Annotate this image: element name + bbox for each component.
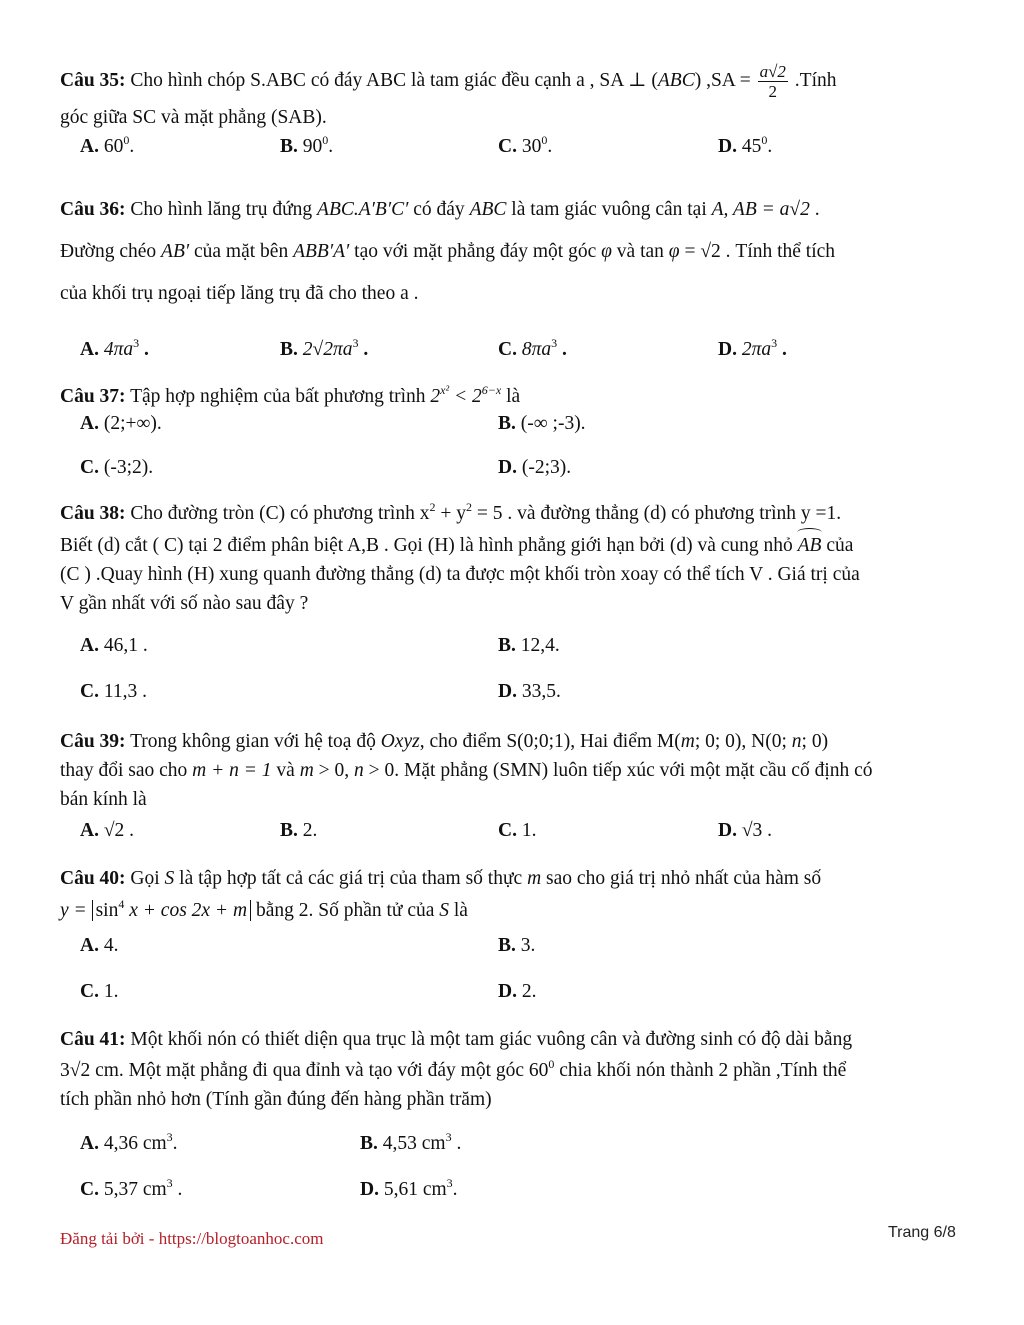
option-letter: A. (80, 339, 99, 360)
q38-sup: 2 (429, 500, 436, 514)
option-letter: B. (360, 1133, 378, 1154)
q41-option-b[interactable] (360, 1129, 461, 1158)
q37-exp: 6−x (481, 383, 502, 397)
option-end: . (129, 136, 135, 157)
q40-label: Câu 40: (60, 868, 126, 889)
q36-math: ABC (469, 199, 507, 220)
option-text: 2πa (736, 339, 772, 360)
option-letter: B. (280, 136, 298, 157)
option-letter: C. (498, 136, 517, 157)
option-text: 1. (516, 820, 537, 841)
q41-options-row-1 (60, 1129, 965, 1159)
q38-option-a[interactable] (80, 631, 148, 660)
q40-line-2 (60, 896, 965, 925)
q38-arc: AB (798, 531, 822, 560)
q40-text: bằng 2. Số phần tử của (251, 900, 440, 921)
q36-line-2 (60, 231, 965, 273)
option-text: 2. (297, 820, 318, 841)
q41-option-d[interactable] (360, 1175, 458, 1204)
q40-math: S (439, 900, 450, 921)
q41-option-c[interactable] (80, 1175, 182, 1204)
q39-text: > 0, (313, 760, 355, 781)
q36-line-3: của khối trụ ngoại tiếp lăng trụ đã cho theo a . (60, 283, 419, 304)
q36-text: Cho hình lăng trụ đứng (125, 199, 318, 220)
question-39 (60, 727, 965, 846)
q39-line-3: bán kính là (60, 789, 147, 810)
option-text: 5,37 cm (98, 1179, 167, 1200)
question-37 (60, 382, 965, 483)
q39-option-a[interactable] (80, 816, 134, 845)
q37-exp: x² (440, 383, 450, 397)
q39-option-c[interactable] (498, 816, 536, 845)
q38-options-row-2 (60, 677, 965, 707)
q40-line-1 (60, 864, 965, 893)
q38-line-2 (60, 531, 965, 560)
q36-text: của mặt bên (189, 241, 294, 262)
q36-math: A, AB = a√2 (711, 199, 810, 220)
q40-option-d[interactable] (498, 977, 536, 1006)
option-letter: A. (80, 935, 99, 956)
q40-func: sin (95, 900, 119, 921)
q39-math: n (354, 760, 364, 781)
q39-option-d[interactable] (718, 816, 772, 845)
option-letter: B. (280, 339, 298, 360)
q36-math: ABB′A′ (293, 241, 350, 262)
q36-math: φ (668, 241, 680, 262)
option-text: 30 (516, 136, 542, 157)
option-text: 4,36 cm (98, 1133, 167, 1154)
q39-option-b[interactable] (280, 816, 317, 845)
q37-math: 2 (430, 386, 441, 407)
q39-text: , cho điểm S(0;0;1), Hai điểm M( (419, 731, 681, 752)
option-letter: C. (498, 820, 517, 841)
question-36 (60, 189, 965, 365)
q39-text: ; 0; 0), N(0; (694, 731, 792, 752)
q37-stem (60, 382, 965, 411)
q38-options-row-1 (60, 631, 965, 661)
option-text: √2 . (98, 820, 135, 841)
option-text: 1. (98, 981, 119, 1002)
q40-options-row-2 (60, 977, 965, 1007)
q36-text: là tam giác vuông cân tại (506, 199, 712, 220)
option-letter: B. (498, 413, 516, 434)
option-end: . (139, 339, 149, 360)
option-letter: C. (80, 457, 99, 478)
option-letter: A. (80, 820, 99, 841)
q39-line-1 (60, 727, 965, 756)
q36-text: = √2 . Tính thể tích (679, 241, 836, 262)
option-text: 4,53 cm (377, 1133, 446, 1154)
option-letter: C. (498, 339, 517, 360)
option-letter: C. (80, 981, 99, 1002)
q39-text: và (271, 760, 300, 781)
q38-line-4: V gần nhất với số nào sau đây ? (60, 593, 309, 614)
option-letter: D. (718, 339, 737, 360)
q40-option-b[interactable] (498, 931, 535, 960)
q39-line-2 (60, 756, 965, 785)
option-sup: 0 (541, 133, 548, 147)
option-end: . (172, 1179, 183, 1200)
q39-label: Câu 39: (60, 731, 126, 752)
option-letter: D. (360, 1179, 379, 1200)
q36-math: ABC.A′B′C′ (317, 199, 409, 220)
option-end: . (358, 339, 369, 360)
option-letter: C. (80, 1179, 99, 1200)
q35-text-3: .Tính (789, 69, 837, 91)
q36-option-d[interactable] (718, 329, 787, 371)
q40-abs (92, 897, 251, 921)
q35-abc: ABC (657, 69, 695, 91)
question-35 (60, 62, 965, 162)
option-letter: A. (80, 136, 99, 157)
q40-math: m (527, 868, 542, 889)
q36-text: tạo với mặt phẳng đáy một góc (349, 241, 602, 262)
q38-text: của (821, 535, 854, 556)
q41-text: cm. Một mặt phẳng đi qua đỉnh và tạo với đáy một góc 60 (90, 1060, 549, 1081)
option-letter: D. (718, 136, 737, 157)
option-letter: A. (80, 413, 99, 434)
q41-options-row-2 (60, 1175, 965, 1205)
option-end: . (172, 1133, 178, 1154)
q35-option-a[interactable] (80, 132, 134, 161)
option-text: (-2;3). (516, 457, 572, 478)
option-text: 2√2πa (297, 339, 353, 360)
option-text: 11,3 . (98, 681, 147, 702)
q41-line-3: tích phần nhỏ hơn (Tính gần đúng đến hàng phần trăm) (60, 1089, 492, 1110)
option-sup: 3 (445, 1130, 452, 1144)
q37-label: Câu 37: (60, 386, 126, 407)
option-text: 12,4. (515, 635, 560, 656)
q35-frac-num: a√2 (759, 62, 786, 81)
q39-text: ; 0) (801, 731, 829, 752)
option-letter: B. (498, 935, 516, 956)
q40-text: Gọi (125, 868, 165, 889)
q40-math: S (164, 868, 175, 889)
q41-text: Một khối nón có thiết diện qua trục là một tam giác vuông cân và đường sinh có độ dài bằng (125, 1029, 853, 1050)
question-40 (60, 864, 965, 1007)
q39-math: Oxyz (380, 731, 420, 752)
option-end: . (557, 339, 567, 360)
q39-math: n (791, 731, 802, 752)
q35-label: Câu 35: (60, 69, 126, 91)
footer-page-number: Trang 6/8 (888, 1224, 956, 1241)
option-sup: 3 (352, 336, 359, 350)
option-sup: 3 (446, 1176, 453, 1190)
option-sup: 3 (133, 336, 140, 350)
q36-text: có đáy (408, 199, 470, 220)
q38-line-3: (C ) .Quay hình (H) xung quanh đường thẳng (d) ta được một khối tròn xoay có thể tích V . Giá trị của (60, 564, 860, 585)
q36-text: Đường chéo (60, 241, 162, 262)
option-text: 45 (736, 136, 762, 157)
q39-text: Trong không gian với hệ toạ độ (125, 731, 381, 752)
option-letter: B. (280, 820, 298, 841)
q37-option-c[interactable] (80, 453, 153, 482)
q36-text: và tan (611, 241, 669, 262)
q39-text: > 0. Mặt phẳng (SMN) luôn tiếp xúc với một mặt cầu cố định có (363, 760, 873, 781)
option-end: . (452, 1179, 458, 1200)
option-text: (2;+∞). (98, 413, 162, 434)
footer-source-link[interactable]: Đăng tải bởi - https://blogtoanhoc.com (60, 1229, 324, 1248)
option-sup: 0 (322, 133, 329, 147)
option-text: 8πa (516, 339, 552, 360)
question-41 (60, 1025, 965, 1205)
q35-fraction (758, 62, 788, 101)
q41-line-2 (60, 1056, 965, 1085)
option-sup: 3 (166, 1130, 173, 1144)
q35-option-d[interactable] (718, 132, 772, 161)
q41-label: Câu 41: (60, 1029, 126, 1050)
option-end: . (767, 136, 773, 157)
option-text: 33,5. (516, 681, 561, 702)
option-end: . (451, 1133, 462, 1154)
q38-text: + y (435, 503, 466, 524)
q35-text-1: Cho hình chóp S.ABC có đáy ABC là tam giác đều cạnh a , SA ⊥ ( (125, 69, 658, 91)
q40-option-c[interactable] (80, 977, 118, 1006)
q35-option-b[interactable] (280, 132, 333, 161)
q41-sup: 0 (548, 1057, 555, 1071)
q35-option-c[interactable] (498, 132, 552, 161)
option-end: . (328, 136, 334, 157)
option-text: 4. (98, 935, 119, 956)
q40-text: là tập hợp tất cả các giá trị của tham số thực (174, 868, 528, 889)
q40-options-row-1 (60, 931, 965, 961)
q35-text-2: ) ,SA = (694, 69, 756, 91)
option-sup: 3 (771, 336, 778, 350)
option-text: (-∞ ;-3). (515, 413, 586, 434)
option-letter: B. (498, 635, 516, 656)
q40-text: sao cho giá trị nhỏ nhất của hàm số (541, 868, 822, 889)
option-letter: D. (498, 681, 517, 702)
q37-options-row-1 (60, 409, 965, 439)
option-text: 4πa (98, 339, 134, 360)
question-38 (60, 499, 965, 707)
option-letter: A. (80, 1133, 99, 1154)
q36-line-1 (60, 189, 965, 231)
q39-math: m + n = 1 (192, 760, 272, 781)
option-sup: 3 (166, 1176, 173, 1190)
q40-func: x + cos 2x + m (124, 900, 248, 921)
q40-option-a[interactable] (80, 931, 118, 960)
q38-sup: 2 (465, 500, 472, 514)
option-text: 60 (98, 136, 124, 157)
option-end: . (777, 339, 787, 360)
option-letter: A. (80, 635, 99, 656)
q41-text: chia khối nón thành 2 phần ,Tính thể (554, 1060, 847, 1081)
option-text: 5,61 cm (378, 1179, 447, 1200)
q39-math: m (299, 760, 314, 781)
q37-text: Tập hợp nghiệm của bất phương trình (125, 386, 431, 407)
q36-options (60, 329, 965, 365)
q37-text: là (501, 386, 521, 407)
q35-options (60, 132, 965, 162)
q39-math: m (680, 731, 695, 752)
q35-text-4: góc giữa SC và mặt phẳng (SAB). (60, 107, 327, 128)
q41-math: 3√2 (60, 1060, 91, 1081)
q37-option-b[interactable] (498, 409, 586, 438)
q38-text: Biết (d) cắt ( C) tại 2 điểm phân biệt A,B . Gọi (H) là hình phẳng giới hạn bởi (d) và cung nhỏ (60, 535, 798, 556)
option-letter: C. (80, 681, 99, 702)
option-letter: D. (498, 981, 517, 1002)
q41-line-1 (60, 1025, 965, 1054)
q41-option-a[interactable] (80, 1129, 178, 1158)
option-text: 90 (297, 136, 323, 157)
q38-text: = 5 . và đường thẳng (d) có phương trình y =1. (471, 503, 842, 524)
option-sup: 0 (761, 133, 768, 147)
q37-options-row-2 (60, 453, 965, 483)
option-text: 3. (515, 935, 536, 956)
q40-math: y = (60, 900, 92, 921)
q40-text: là (449, 900, 468, 921)
q36-option-c[interactable] (498, 329, 567, 371)
q39-options (60, 816, 965, 846)
q38-text: Cho đường tròn (C) có phương trình x (125, 503, 430, 524)
q36-math: AB′ (161, 241, 190, 262)
option-sup: 3 (551, 336, 558, 350)
q37-option-a[interactable] (80, 409, 162, 438)
q37-math: < 2 (449, 386, 482, 407)
option-end: . (547, 136, 553, 157)
option-letter: D. (718, 820, 737, 841)
q39-text: thay đổi sao cho (60, 760, 193, 781)
q38-label: Câu 38: (60, 503, 126, 524)
q38-option-b[interactable] (498, 631, 560, 660)
option-text: (-3;2). (98, 457, 154, 478)
q37-option-d[interactable] (498, 453, 571, 482)
q36-text: . (809, 199, 820, 220)
q38-line-1 (60, 499, 965, 528)
option-text: √3 . (736, 820, 773, 841)
option-letter: D. (498, 457, 517, 478)
q36-math: φ (601, 241, 612, 262)
q36-label: Câu 36: (60, 199, 126, 220)
q40-sup: 4 (118, 897, 125, 911)
q38-option-c[interactable] (80, 677, 147, 706)
q36-option-b[interactable] (280, 329, 368, 371)
option-sup: 0 (123, 133, 130, 147)
q35-frac-den: 2 (768, 82, 777, 101)
q35-stem (60, 62, 965, 101)
q38-option-d[interactable] (498, 677, 561, 706)
q36-option-a[interactable] (80, 329, 149, 371)
option-text: 46,1 . (98, 635, 148, 656)
option-text: 2. (516, 981, 537, 1002)
